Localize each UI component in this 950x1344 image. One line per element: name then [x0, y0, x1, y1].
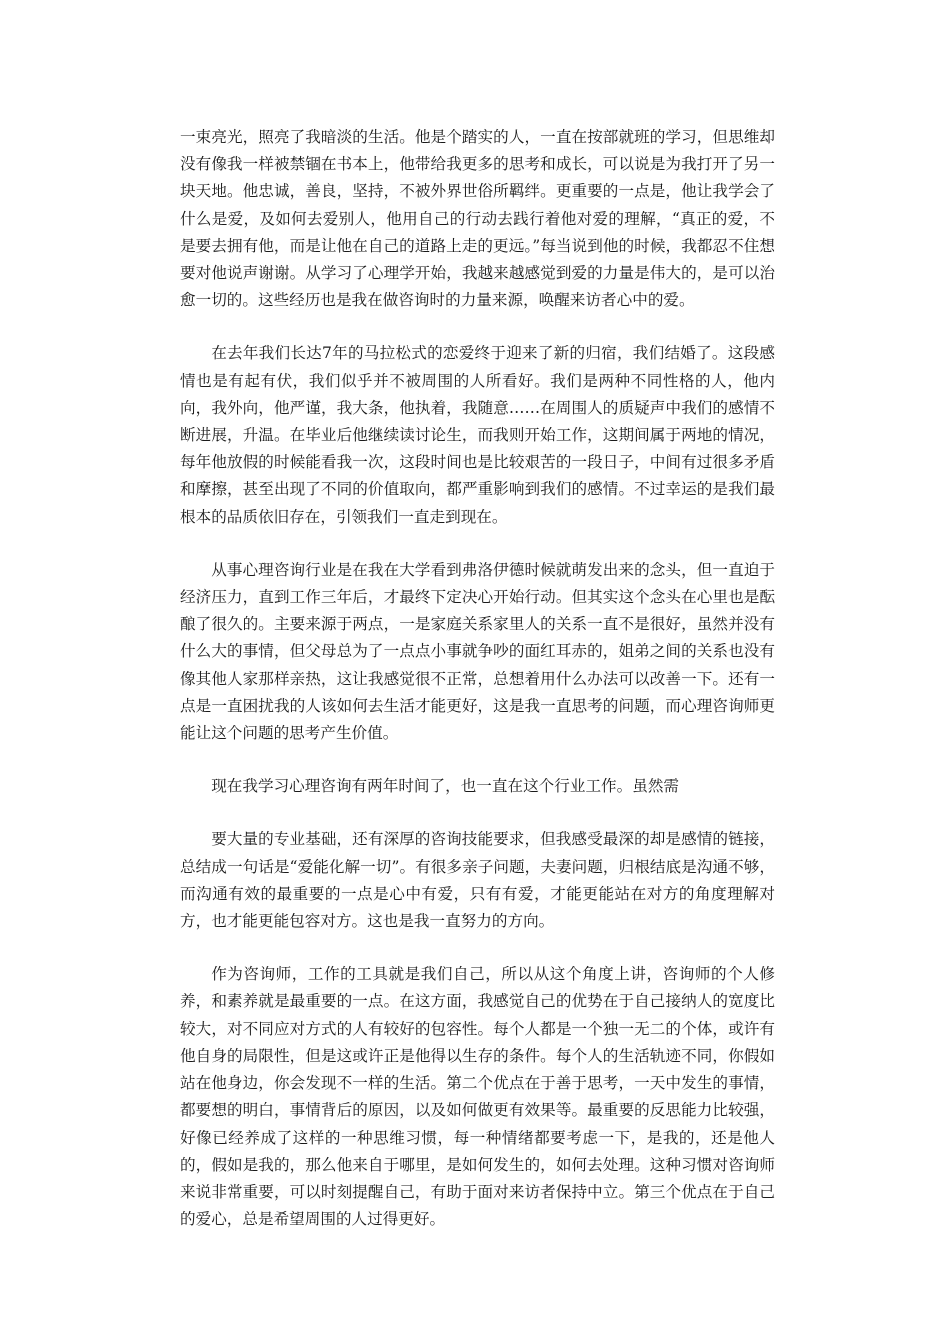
paragraph-3: 从事心理咨询行业是在我在大学看到弗洛伊德时候就萌发出来的念头，但一直迫于经济压力，直到工作三年后，才最终下定决心开始行动。但其实这个念头在心里也是酝酿了很久的。主要来源于两点，一是家庭关系家里人的关系一直不是很好，虽然并没有什么大的事情，但父母总为了一点点小事就争吵的面红耳赤的，姐弟之间的关系也没有像其他人家那样亲热，这让我感觉很不正常，总想着用什么办法可以改善一下。还有一点是一直困扰我的人该如何去生活才能更好，这是我一直思考的问题，而心理咨询师更能让这个问题的思考产生价值。 — [180, 560, 775, 743]
paragraph-2: 在去年我们长达7年的马拉松式的恋爱终于迎来了新的归宿，我们结婚了。这段感情也是有起有伏，我们似乎并不被周围的人所看好。我们是两种不同性格的人，他内向，我外向，他严谨，我大条，他执着，我随意……在周围人的质疑声中我们的感情不断进展，升温。在毕业后他继续读讨论生，而我则开始工作，这期间属于两地的情况，每年他放假的时候能看我一次，这段时间也是比较艰苦的一段日子，中间有过很多矛盾和摩擦，甚至出现了不同的价值取向，都严重影响到我们的感情。不过幸运的是我们最根本的品质依旧存在，引领我们一直走到现在。 — [180, 344, 775, 526]
paragraph-5: 要大量的专业基础，还有深厚的咨询技能要求，但我感受最深的却是感情的链接，总结成一句话是“爱能化解一切”。有很多亲子问题，夫妻问题，归根结底是沟通不够，而沟通有效的最重要的一点是心中有爱，只有有爱，才能更能站在对方的角度理解对方，也才能更能包容对方。这也是我一直努力的方向。 — [180, 830, 775, 931]
paragraph-4: 现在我学习心理咨询有两年时间了，也一直在这个行业工作。虽然需 — [211, 777, 680, 796]
paragraph-1: 一束亮光，照亮了我暗淡的生活。他是个踏实的人，一直在按部就班的学习，但思维却没有像我一样被禁锢在书本上，他带给我更多的思考和成长，可以说是为我打开了另一块天地。他忠诚，善良，坚持，不被外界世俗所羁绊。更重要的一点是，他让我学会了什么是爱，及如何去爱别人，他用自己的行动去践行着他对爱的理解，“真正的爱，不是要去拥有他，而是让他在自己的道路上走的更远。”每当说到他的时候，我都忍不住想要对他说声谢谢。从学习了心理学开始，我越来越感觉到爱的力量是伟大的，是可以治愈一切的。这些经历也是我在做咨询时的力量来源，唤醒来访者心中的爱。 — [180, 128, 775, 310]
document-body — [180, 124, 775, 1233]
paragraph-6: 作为咨询师，工作的工具就是我们自己，所以从这个角度上讲，咨询师的个人修养，和素养就是最重要的一点。在这方面，我感觉自己的优势在于自己接纳人的宽度比较大，对不同应对方式的人有较好的包容性。每个人都是一个独一无二的个体，或许有他自身的局限性，但是这或许正是他得以生存的条件。每个人的生活轨迹不同，你假如站在他身边，你会发现不一样的生活。第二个优点在于善于思考，一天中发生的事情，都要想的明白，事情背后的原因，以及如何做更有效果等。最重要的反思能力比较强，好像已经养成了这样的一种思维习惯，每一种情绪都要考虑一下，是我的，还是他人的，假如是我的，那么他来自于哪里，是如何发生的，如何去处理。这种习惯对咨询师来说非常重要，可以时刻提醒自己，有助于面对来访者保持中立。第三个优点在于自己的爱心，总是希望周围的人过得更好。 — [180, 965, 775, 1229]
